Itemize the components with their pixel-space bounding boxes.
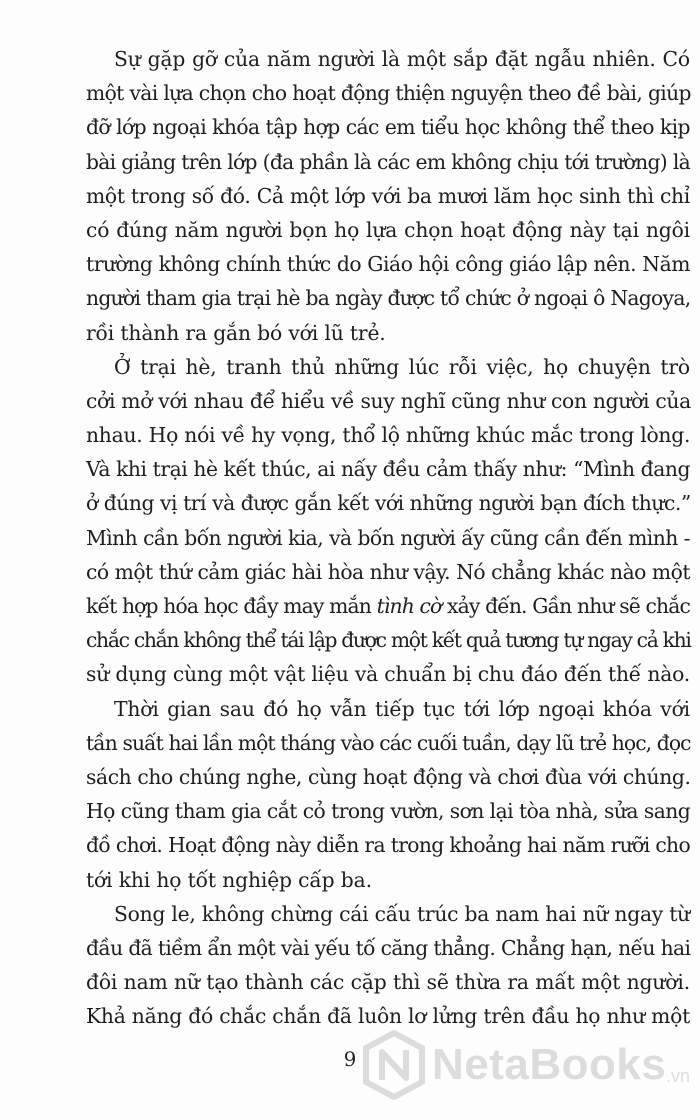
text-line: sử dụng cùng một vật liệu và chuẩn bị chu đáo đến thế nào. <box>86 662 690 687</box>
text-line: đỡ lớp ngoại khóa tập hợp các em tiểu học không thể theo kịp <box>86 115 690 140</box>
text-line: Họ cũng tham gia cắt cỏ trong vườn, sơn lại tòa nhà, sửa sang <box>86 799 691 824</box>
text-line: đầu đã tiềm ẩn một vài yếu tố căng thẳng. Chẳng hạn, nếu hai <box>86 935 691 960</box>
text-line: Khả năng đó chắc chắn đã luôn lơ lửng trên đầu họ như một <box>86 1004 690 1029</box>
netabooks-logo-icon <box>362 1030 426 1100</box>
text-line: có một thứ cảm giác hài hòa như vậy. Nó chẳng khác nào một <box>86 559 690 584</box>
text-line-with-emphasis <box>86 589 690 623</box>
text-line: sách cho chúng nghe, cùng hoạt động và chơi đùa với chúng. <box>86 764 691 789</box>
text-segment: kết hợp hóa học đầy may mắn <box>86 594 371 618</box>
text-line: một vài lựa chọn cho hoạt động thiện nguyện theo đề bài, giúp <box>86 81 691 106</box>
text-line: tới khi họ tốt nghiệp cấp ba. <box>86 867 372 892</box>
text-line: Song le, không chừng cái cấu trúc ba nam hai nữ ngay từ <box>114 901 690 926</box>
text-line: Mình cần bốn người kia, và bốn người ấy cũng cần đến mình - <box>86 525 690 550</box>
text-line: trường không chính thức do Giáo hội công giáo lập nên. Năm <box>86 252 690 277</box>
text-line: rồi thành ra gắn bó với lũ trẻ. <box>86 320 386 345</box>
text-line: có đúng năm người bọn họ lựa chọn hoạt động này tại ngôi <box>86 217 690 242</box>
text-line: Và khi trại hè kết thúc, ai nấy đều cảm thấy như: “Mình đang <box>86 457 690 482</box>
text-line: Ở trại hè, tranh thủ những lúc rỗi việc, họ chuyện trò <box>114 354 690 379</box>
text-line: tần suất hai lần một tháng vào các cuối tuần, dạy lũ trẻ học, đọc <box>86 730 691 755</box>
watermark-brand: NetaBooks <box>432 1040 667 1089</box>
page-number: 9 <box>343 1047 357 1071</box>
text-line: chắc chắn không thể tái lập được một kết quả tương tự ngay cả khi <box>86 628 691 653</box>
text-line: người tham gia trại hè ba ngày được tổ chức ở ngoại ô Nagoya, <box>86 286 691 311</box>
text-line: cởi mở với nhau để hiểu về suy nghĩ cũng như con người của <box>86 388 691 413</box>
text-line: Sự gặp gỡ của năm người là một sắp đặt ngẫu nhiên. Có <box>114 47 690 71</box>
text-line: đồ chơi. Hoạt động này diễn ra trong khoảng hai năm rưỡi cho <box>86 833 691 858</box>
watermark-domain-suffix: .vn <box>666 1066 691 1086</box>
text-line: đôi nam nữ tạo thành các cặp thì sẽ thừa ra mất một người. <box>86 970 690 995</box>
text-line: Thời gian sau đó họ vẫn tiếp tục tới lớp ngoại khóa với <box>114 696 690 721</box>
text-line: bài giảng trên lớp (đa phần là các em không chịu tới trường) là <box>86 149 690 174</box>
emphasized-text: tình cờ <box>376 594 442 618</box>
watermark <box>362 1026 698 1106</box>
text-line: nhau. Họ nói về hy vọng, thổ lộ những khúc mắc trong lòng. <box>86 423 691 448</box>
text-line: một trong số đó. Cả một lớp với ba mươi lăm học sinh thì chỉ <box>86 183 690 208</box>
text-segment: xảy đến. Gần như sẽ chắc <box>447 594 691 618</box>
text-line: ở đúng vị trí và được gắn kết với những người bạn đích thực.” <box>86 491 691 516</box>
page-body-text <box>86 42 690 1033</box>
